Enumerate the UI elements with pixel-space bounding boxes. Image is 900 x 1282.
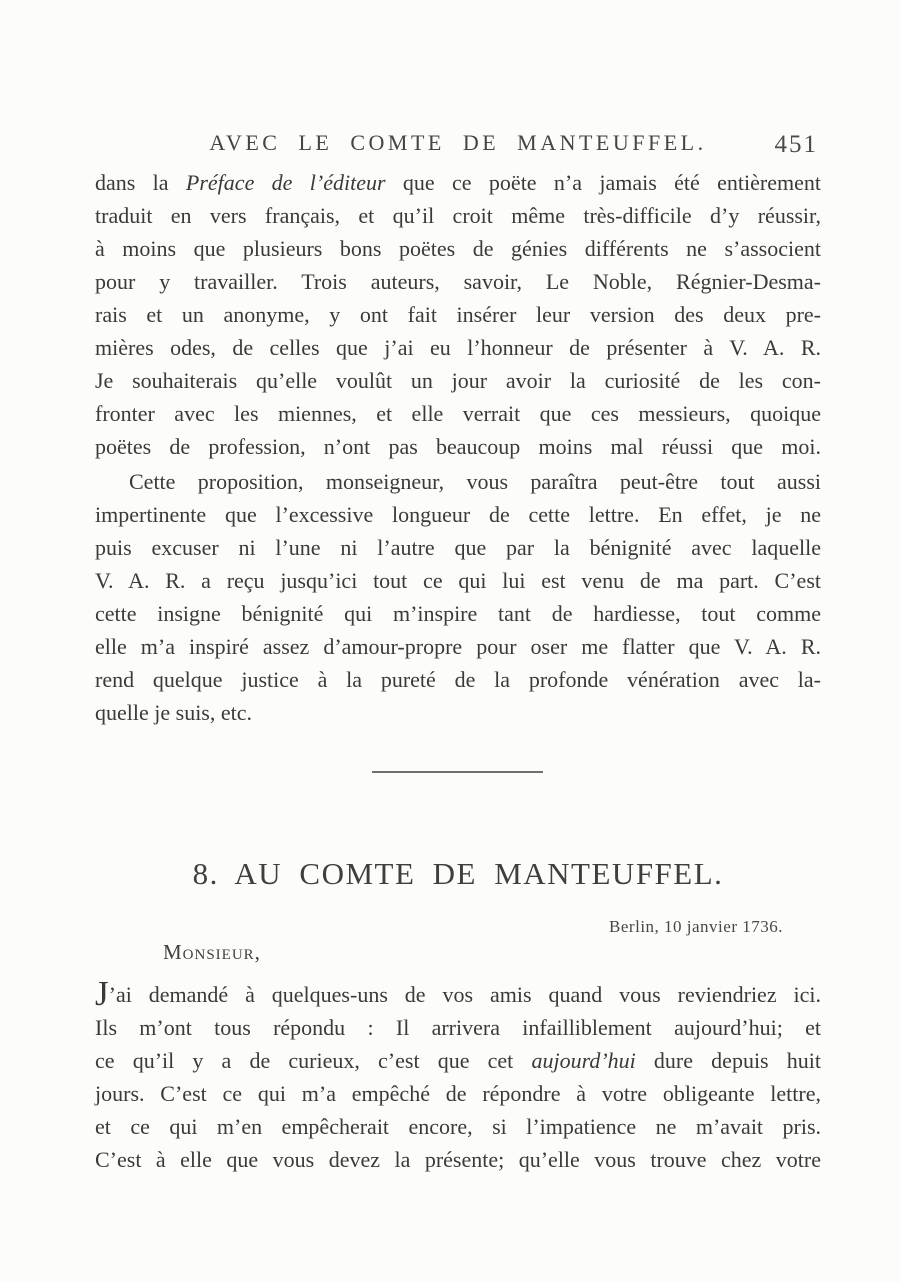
text-line: poëtes de profession, n’ont pas beaucoup moins mal réussi que moi. bbox=[95, 434, 821, 459]
text-line: Je souhaiterais qu’elle voulût un jour avoir la curiosité de les con- bbox=[95, 368, 821, 393]
text-line: C’est à elle que vous devez la présente; qu’elle vous trouve chez votre bbox=[95, 1147, 821, 1172]
text-segment: que ce poëte n’a jamais été entièrement bbox=[385, 170, 821, 195]
page-number: 451 bbox=[774, 131, 818, 158]
text-line: impertinente que l’excessive longueur de cette lettre. En effet, je ne bbox=[95, 502, 821, 527]
running-header: AVEC LE COMTE DE MANTEUFFEL. bbox=[209, 130, 707, 155]
text-line: cette insigne bénignité qui m’inspire tant de hardiesse, tout comme bbox=[95, 601, 821, 626]
section-divider-rule bbox=[372, 771, 543, 773]
text-segment: dans la bbox=[95, 170, 186, 195]
text-line: puis excuser ni l’une ni l’autre que par la bénignité avec laquelle bbox=[95, 535, 821, 560]
dateline: Berlin, 10 janvier 1736. bbox=[609, 917, 783, 936]
text-line bbox=[95, 974, 821, 1013]
text-segment: ce qu’il y a de curieux, c’est que cet bbox=[95, 1048, 532, 1073]
paragraph-continuation bbox=[95, 166, 821, 463]
text-line: quelle je suis, etc. bbox=[95, 700, 253, 725]
text-line: et ce qui m’en empêcherait encore, si l’impatience ne m’avait pris. bbox=[95, 1114, 821, 1139]
text-line: fronter avec les miennes, et elle verrait que ces messieurs, quoique bbox=[95, 401, 821, 426]
text-line bbox=[95, 166, 821, 199]
text-line: à moins que plusieurs bons poëtes de génies différents ne s’associent bbox=[95, 236, 821, 261]
text-segment: dure depuis huit bbox=[635, 1048, 821, 1073]
text-line: pour y travailler. Trois auteurs, savoir, Le Noble, Régnier-Desma- bbox=[95, 269, 821, 294]
text-line: jours. C’est ce qui m’a empêché de répondre à votre obligeante lettre, bbox=[95, 1081, 821, 1106]
initial-capital: J bbox=[95, 974, 109, 1013]
text-line: elle m’a inspiré assez d’amour-propre pour oser me flatter que V. A. R. bbox=[95, 634, 821, 659]
paragraph-closing bbox=[95, 465, 821, 729]
text-line: traduit en vers français, et qu’il croit même très-difficile d’y réussir, bbox=[95, 203, 821, 228]
text-line: Cette proposition, monseigneur, vous paraîtra peut-être tout aussi bbox=[129, 469, 821, 494]
text-segment: ’ai demandé à quelques-uns de vos amis quand vous reviendriez ici. bbox=[108, 982, 821, 1007]
text-line: rais et un anonyme, y ont fait insérer leur version des deux pre- bbox=[95, 302, 821, 327]
text-line: V. A. R. a reçu jusqu’ici tout ce qui lui est venu de ma part. C’est bbox=[95, 568, 821, 593]
letter-body bbox=[95, 974, 821, 1176]
text-line bbox=[95, 1044, 821, 1077]
italic-text: aujourd’hui bbox=[531, 1048, 636, 1073]
text-line: Ils m’ont tous répondu : Il arrivera infailliblement aujourd’hui; et bbox=[95, 1015, 821, 1040]
letter-heading: 8. AU COMTE DE MANTEUFFEL. bbox=[192, 856, 724, 891]
text-line: mières odes, de celles que j’ai eu l’honneur de présenter à V. A. R. bbox=[95, 335, 821, 360]
text-line: rend quelque justice à la pureté de la profonde vénération avec la- bbox=[95, 667, 821, 692]
italic-text: Préface de l’éditeur bbox=[185, 170, 386, 195]
salutation: Monsieur, bbox=[163, 940, 261, 964]
